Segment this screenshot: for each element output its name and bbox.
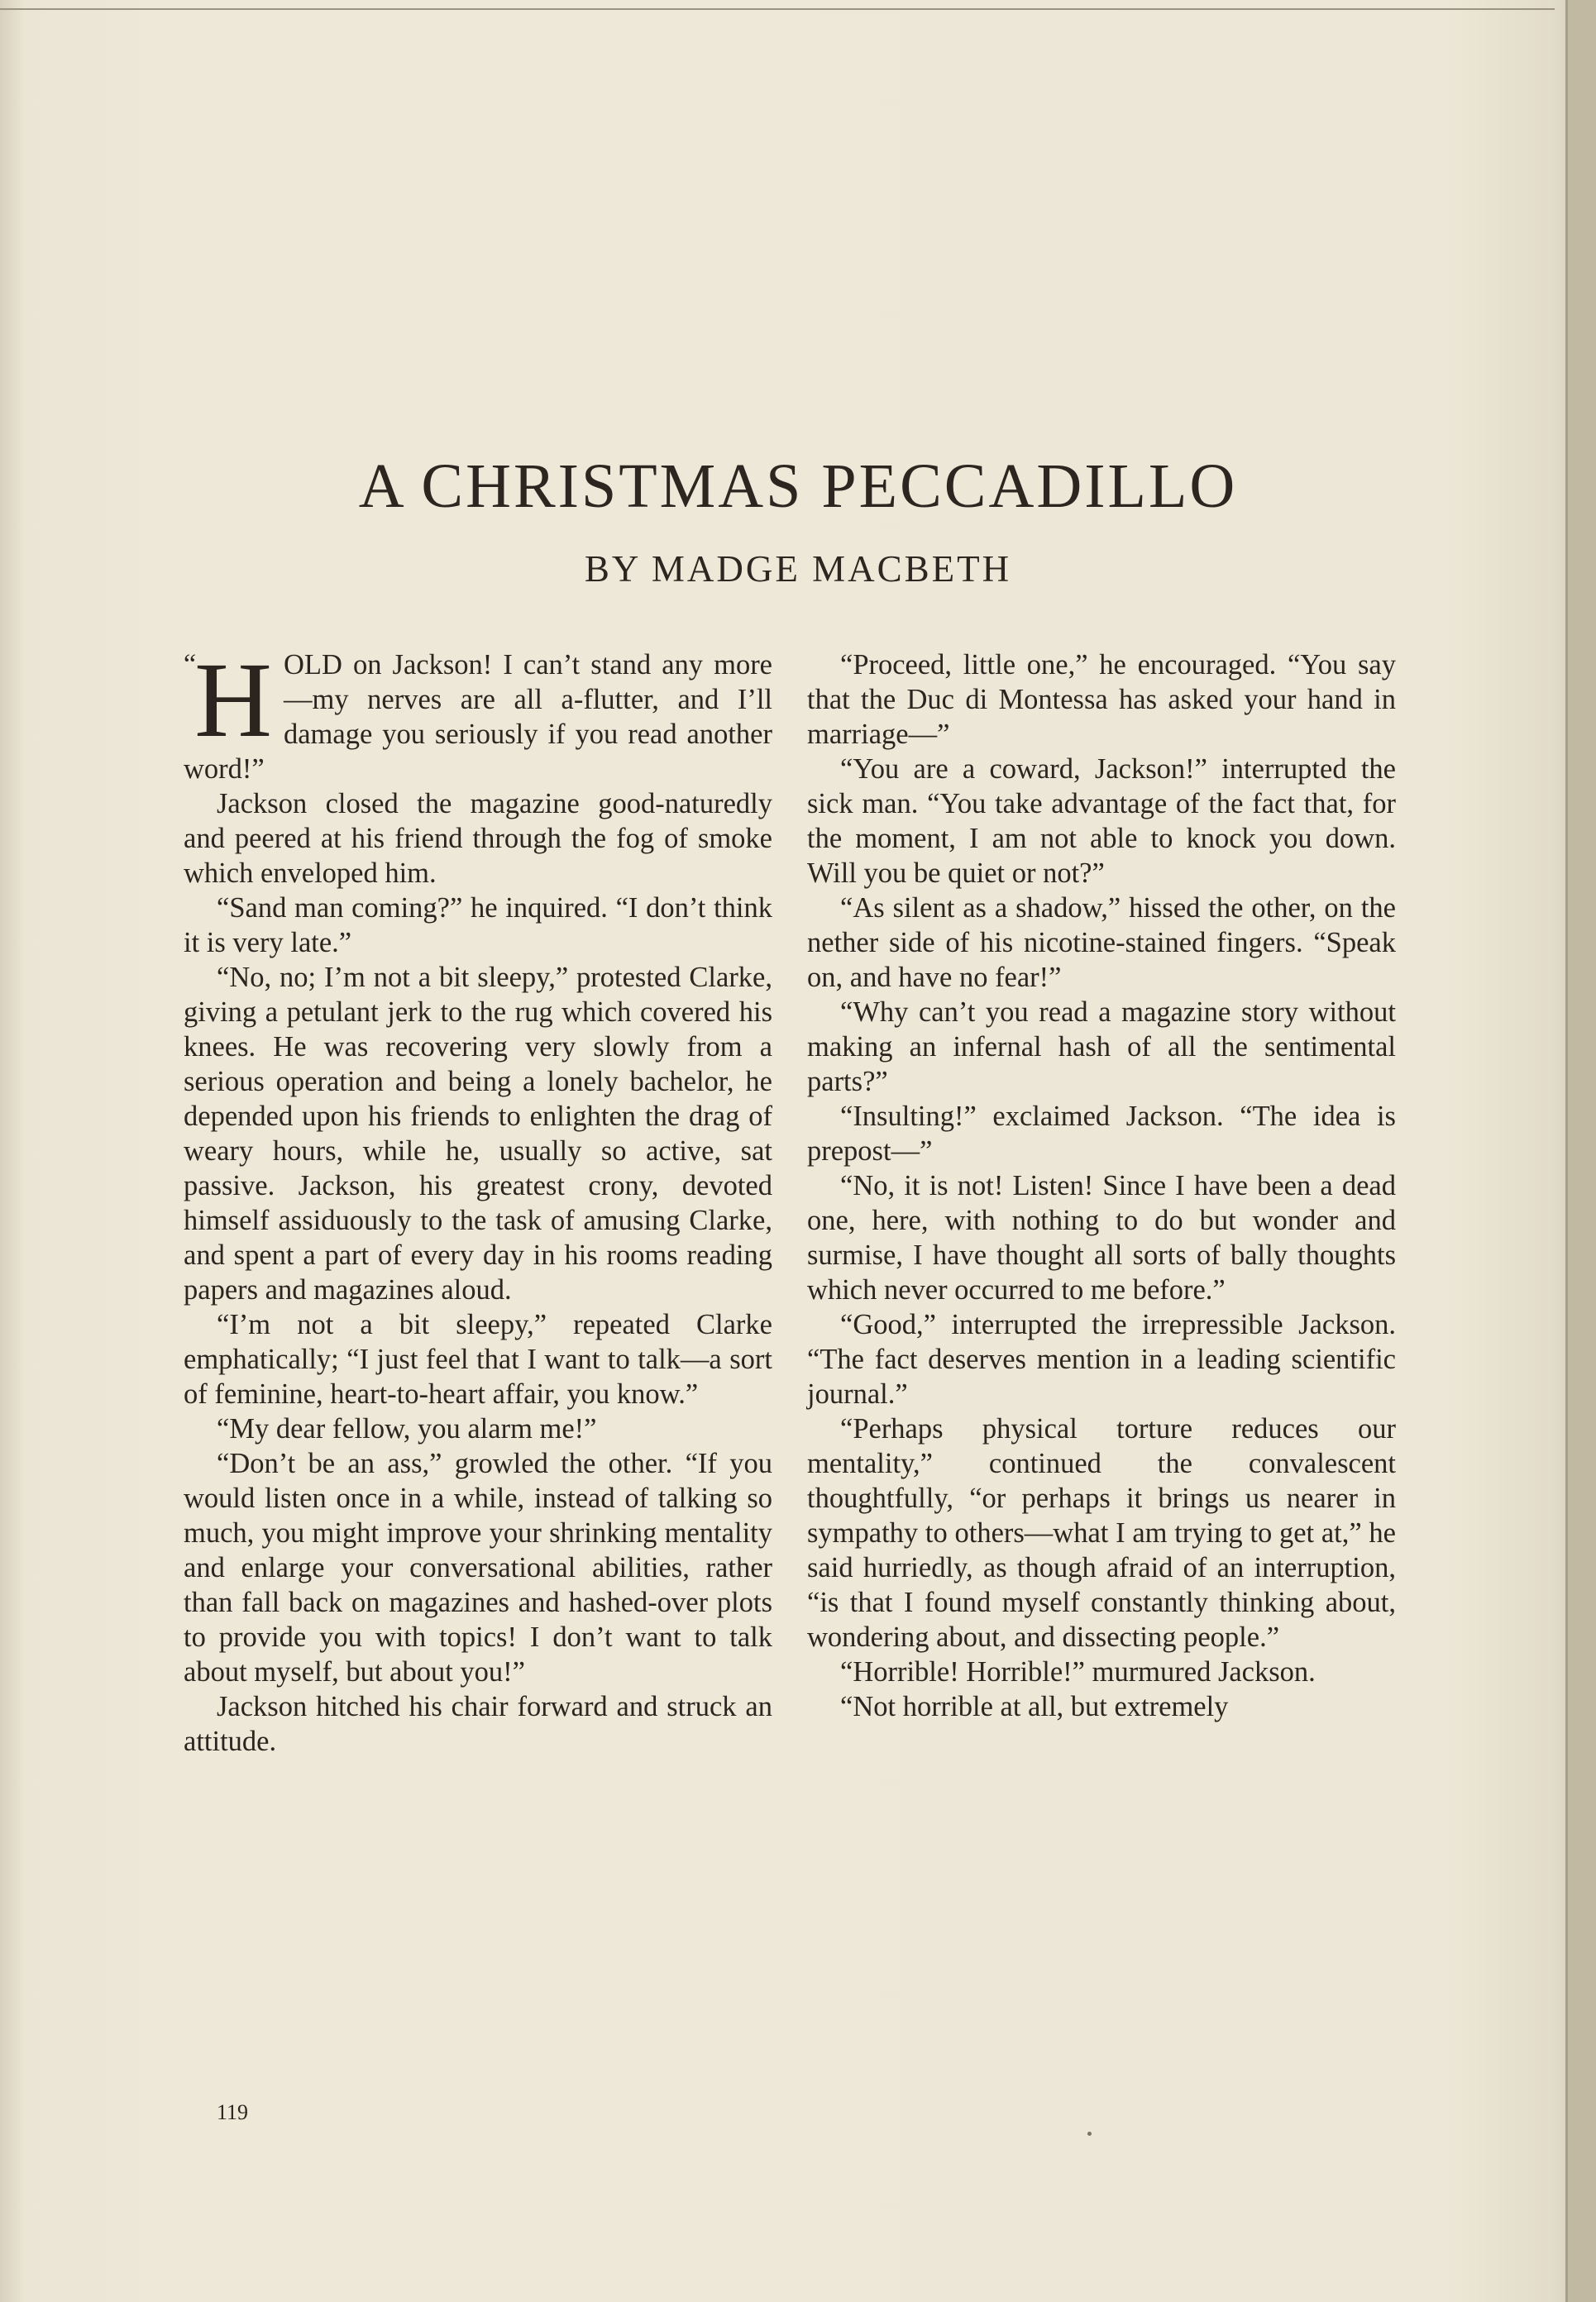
paragraph: “No, it is not! Listen! Since I have been a dead one, here, with nothing to do but wonder and surmise, I have thought all sorts of bally thoughts which never occurred to me before.” — [807, 1170, 1396, 1306]
paragraph: Jackson closed the magazine good-naturedly and peered at his friend through the fog of smoke which enveloped him. — [184, 788, 772, 889]
paragraph: “Not horrible at all, but extremely — [840, 1691, 1229, 1722]
show-through-text — [562, 120, 1422, 151]
opening-quote: “ — [184, 649, 197, 680]
left-column — [184, 641, 772, 1759]
paragraph — [184, 641, 772, 786]
page-number: 119 — [217, 2100, 249, 2124]
paragraph: “As silent as a shadow,” hissed the other, on the nether side of his nicotine-stained fingers. “Speak on, and have no fear!” — [807, 892, 1396, 993]
drop-cap: H — [194, 641, 272, 760]
paragraph: Jackson hitched his chair forward and struck an attitude. — [184, 1691, 772, 1757]
paragraph: “Good,” interrupted the irrepressible Jackson. “The fact deserves mention in a leading scientific journal.” — [807, 1309, 1396, 1410]
paragraph: “Sand man coming?” he inquired. “I don’t think it is very late.” — [184, 892, 772, 958]
top-edge-rule — [0, 8, 1555, 10]
paragraph: “Don’t be an ass,” growled the other. “If you would listen once in a while, instead of talking so much, you might improve your shrinking mentality and enlarge your conversational abilities, rather than fall back on magazines and hashed-over plots to provide you with topics! I don’t want to talk about myself, but about you!” — [184, 1448, 772, 1688]
paragraph: “Why can’t you read a magazine story without making an infernal hash of all the sentimental parts?” — [807, 996, 1396, 1097]
paragraph: “You are a coward, Jackson!” interrupted the sick man. “You take advantage of the fact that, for the moment, I am not able to knock you down. Will you be quiet or not?” — [807, 753, 1396, 889]
paragraph: “Proceed, little one,” he encouraged. “You say that the Duc di Montessa has asked your hand in marriage—” — [807, 649, 1396, 750]
paragraph-text: OLD on Jackson! I can’t stand any more—my nerves are all a-flutter, and I’ll damage you seriously if you read another word!” — [184, 649, 772, 785]
article-title: A CHRISTMAS PECCADILLO — [358, 451, 1238, 521]
paragraph: “I’m not a bit sleepy,” repeated Clarke emphatically; “I just feel that I want to talk—a sort of feminine, heart-to-heart affair, you know.” — [184, 1309, 772, 1410]
right-column — [807, 647, 1396, 1724]
paper-speck — [1087, 2132, 1092, 2136]
paragraph: “Horrible! Horrible!” murmured Jackson. — [840, 1656, 1316, 1688]
article-byline: BY MADGE MACBETH — [584, 548, 1012, 590]
paragraph: “My dear fellow, you alarm me!” — [217, 1413, 597, 1445]
page-edge — [1568, 0, 1596, 2302]
paragraph: “Insulting!” exclaimed Jackson. “The idea is prepost—” — [807, 1101, 1396, 1167]
paragraph: “No, no; I’m not a bit sleepy,” protested Clarke, giving a petulant jerk to the rug which covered his knees. He was recovering very slowly from a serious operation and being a lonely bachelor, he depended upon his friends to enlighten the drag of weary hours, while he, usually so active, sat passive. Jackson, his greatest crony, devoted himself assiduously to the task of amusing Clarke, and spent a part of every day in his rooms reading papers and magazines aloud. — [184, 962, 772, 1306]
paragraph: “Perhaps physical torture reduces our mentality,” continued the convalescent thoughtfully, “or perhaps it brings us nearer in sympathy to others—what I am trying to get at,” he said hurriedly, as though afraid of an interruption, “is that I found myself constantly thinking about, wondering about, and dissecting people.” — [807, 1413, 1396, 1653]
